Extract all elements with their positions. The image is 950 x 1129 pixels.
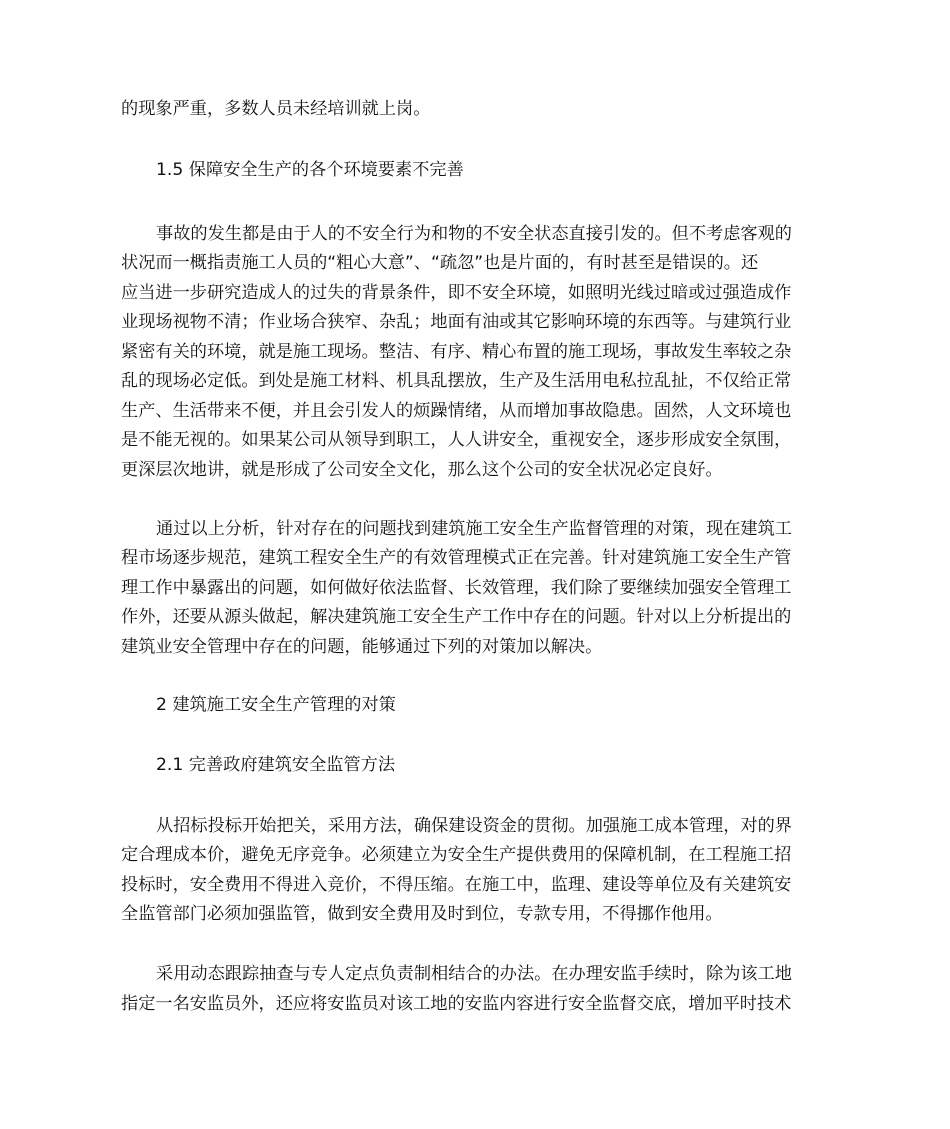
paragraph-line: 乱的现场必定低。到处是施工材料、机具乱摆放，生产及生活用电私拉乱扯，不仅给正常 [121, 371, 792, 391]
paragraph-line: 是不能无视的。如果某公司从领导到职工，人人讲安全，重视安全，逐步形成安全氛围， [121, 430, 792, 450]
paragraph-line: 定合理成本价，避免无序竞争。必须建立为安全生产提供费用的保障机制，在工程施工招 [121, 845, 792, 865]
paragraph-line: 程市场逐步规范，建筑工程安全生产的有效管理模式正在完善。针对建筑施工安全生产管 [121, 548, 792, 568]
paragraph-line: 投标时，安全费用不得进入竞价，不得压缩。在施工中，监理、建设等单位及有关建筑安 [121, 875, 792, 895]
paragraph-line: 更深层次地讲，就是形成了公司安全文化，那么这个公司的安全状况必定良好。 [121, 460, 723, 480]
paragraph-line: 事故的发生都是由于人的不安全行为和物的不安全状态直接引发的。但不考虑客观的 [156, 224, 792, 244]
paragraph-line: 生产、生活带来不便，并且会引发人的烦躁情绪，从而增加事故隐患。固然，人文环境也 [121, 401, 792, 421]
paragraph-line: 指定一名安监员外，还应将安监员对该工地的安监内容进行安全监督交底，增加平时技术 [121, 994, 792, 1014]
paragraph-line: 理工作中暴露出的问题，如何做好依法监督、长效管理，我们除了要继续加强安全管理工 [121, 578, 792, 598]
paragraph-line: 作外，还要从源头做起，解决建筑施工安全生产工作中存在的问题。针对以上分析提出的 [121, 607, 792, 627]
paragraph-line: 应当进一步研究造成人的过失的背景条件，即不安全环境，如照明光线过暗或过强造成作 [121, 283, 792, 303]
section-heading-2: 2 建筑施工安全生产管理的对策 [156, 695, 396, 715]
paragraph-line: 从招标投标开始把关，采用方法，确保建设资金的贯彻。加强施工成本管理，对的界 [156, 816, 792, 836]
section-heading-1-5: 1.5 保障安全生产的各个环境要素不完善 [156, 160, 464, 180]
paragraph-line: 业现场视物不清；作业场合狭窄、杂乱；地面有油或其它影响环境的东西等。与建筑行业 [121, 312, 792, 332]
paragraph-line: 状况而一概指责施工人员的“粗心大意”、“疏忽”也是片面的，有时甚至是错误的。还 [121, 253, 759, 273]
section-heading-2-1: 2.1 完善政府建筑安全监管方法 [156, 755, 396, 775]
paragraph-line: 全监管部门必须加强监管，做到安全费用及时到位，专款专用，不得挪作他用。 [121, 904, 723, 924]
paragraph-line: 建筑业安全管理中存在的问题，能够通过下列的对策加以解决。 [121, 637, 603, 657]
paragraph-line: 通过以上分析，针对存在的问题找到建筑施工安全生产监督管理的对策，现在建筑工 [156, 519, 792, 539]
paragraph-line: 的现象严重，多数人员未经培训就上岗。 [121, 99, 431, 119]
paragraph-line: 紧密有关的环境，就是施工现场。整洁、有序、精心布置的施工现场，事故发生率较之杂 [121, 342, 792, 362]
paragraph-line: 采用动态跟踪抽查与专人定点负责制相结合的办法。在办理安监手续时，除为该工地 [156, 964, 792, 984]
